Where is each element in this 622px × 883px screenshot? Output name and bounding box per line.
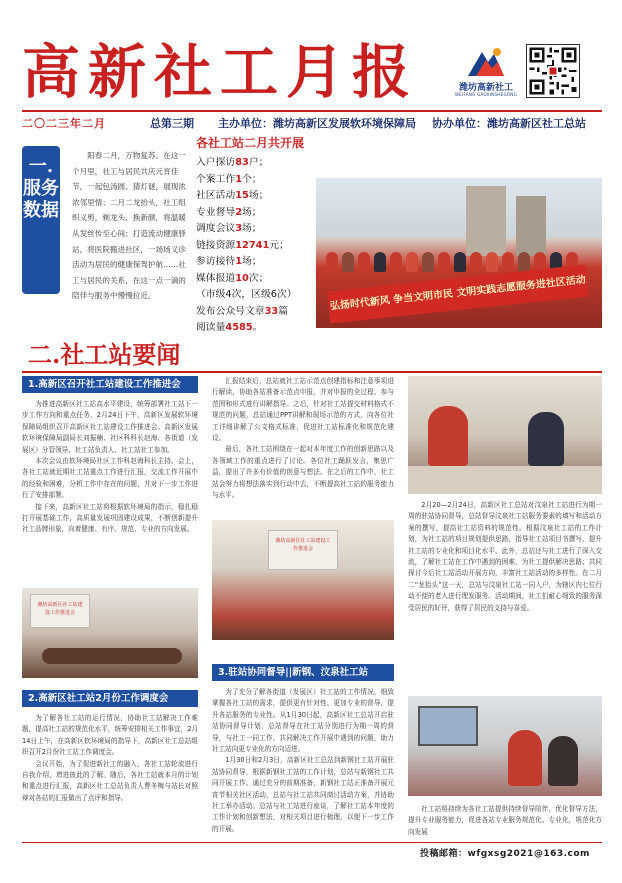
stat-label: 调度会议 <box>196 223 236 234</box>
article-1-heading: 1.高新区召开社工站建设工作推进会 <box>22 376 198 393</box>
article-4-para-1: 2月20—2月24日，高新区社工总站对汶泉社工站进行为期一周的驻站协同督导，总站督导汶泉社工站服务要素的填写和活动方案的撰写，提高社工站资料的规范性。根据汶泉社工站的工作计划，为社工站的项目规划提供思路，指导社工站项目书撰写，提升社工站的专业化和项目化水平。此外，总站还与社工进行了深入交流，了解社工站在工作中遇到的困难，为社工提供解决思路；共同探讨今后社工站活动开展方向，丰富社工站活动的多样性。在二月二“龙抬头”这一天，总站与汶泉社工站一同入户，为辖区内七位行动不便的老人进行理发服务。活动期间，社工们耐心细致的服务深受居民的好评，获得了居民的支持与喜爱。 <box>408 501 602 612</box>
stat-unit: 场； <box>242 256 262 267</box>
stat-unit: 场； <box>242 223 262 234</box>
meeting-slide-text-2: 潍坊高新区社工站建设工作推进会 <box>275 538 331 552</box>
stat-unit: 场； <box>242 206 262 218</box>
logo-text-en: WEIFANG GAOXINSHEGONG <box>455 92 517 97</box>
stat-value: 3 <box>235 223 243 234</box>
stat-value: 15 <box>235 190 249 201</box>
issue-date: 二〇二三年二月 <box>22 117 106 130</box>
stat-value: 2 <box>235 206 243 218</box>
article-2-para-2: 会议开始，为了促进新社工的融入，各社工站轮流进行自我介绍，增进彼此的了解。随后，各社工站就本月的计划和重点进行汇报，高新区社工总站负责人曹冬梅与站长对照辩对各站的汇报做出了点评和指导。 <box>22 759 198 802</box>
stat-value: 33 <box>264 305 279 317</box>
stat-label: 链接资源 <box>196 239 236 251</box>
volunteer-group-photo <box>316 178 602 328</box>
section-two-title: 二.社工站要闻 <box>28 340 181 369</box>
stat-item <box>196 221 314 238</box>
logo-text-cn: 潍坊高新社工 <box>458 83 513 93</box>
activity-banner: 弘扬时代新风 争当文明市民 文明实践志愿服务进社区活动 <box>327 264 589 323</box>
stat-unit: 。 <box>252 322 263 333</box>
stat-unit: 个； <box>242 173 262 185</box>
stat-item <box>196 172 314 189</box>
stat-unit: 篇 <box>278 305 289 317</box>
supervision-photo-1 <box>408 376 602 494</box>
issue-number: 总第三期 <box>150 117 194 130</box>
org-logo <box>450 46 522 102</box>
stats-list <box>196 155 314 337</box>
stat-item <box>196 320 314 337</box>
section-two-header <box>22 340 602 372</box>
meeting-photo-2 <box>212 520 394 640</box>
column-middle-lower <box>212 664 394 835</box>
stat-label: 媒体报道 <box>196 272 236 284</box>
stat-value: 1 <box>235 173 243 185</box>
stat-label: （市级4次，区级6次） <box>196 289 297 300</box>
article-3-heading: 3.驻站协同督导||新钢、汶泉社工站 <box>212 664 394 681</box>
meeting-slide-text: 潍坊高新区社工站建设工作推进会 <box>37 602 83 616</box>
column-right <box>408 500 602 614</box>
stat-item <box>196 155 314 172</box>
stat-item <box>196 238 314 255</box>
stat-value: 4585 <box>225 322 253 333</box>
service-stats <box>196 134 314 337</box>
article-1-para-3: 接下来，高新区社工站将根据软环境局的指示，稳扎稳打开展基础工作，高质量发展巩固建设成果，不断创新提升社工品牌形象，向着健康、有序、规范、专业的方向发展。 <box>22 502 198 534</box>
newspaper-title: 高新社工月报 <box>22 38 419 106</box>
column-left <box>22 376 198 536</box>
stat-label: 参访接待 <box>196 256 236 267</box>
stat-label: 入户探访 <box>196 157 236 168</box>
stat-label: 社区活动 <box>196 190 236 201</box>
article-1-para-1: 为推进高新区社工站高水平建设，统筹部署社工站下一步工作方向和重点任务，2月24日下午，高新区发展软环境保障局组织召开高新区社工站建设工作推进会。高新区发展软环境保障局副局长刘振楠、社区科科长赵海、各街道（发展区）分管领导、社工站负责人、社工站社工参加。 <box>22 400 198 454</box>
stat-unit: 次； <box>248 272 269 284</box>
article-4-caption: 社工站将持续为各社工站提供持续督导陪伴，优化督导方法，提升专业服务能力，促进各站专业服务规范化、专业化，规范化方向发展 <box>408 805 602 836</box>
footer-divider <box>22 842 602 843</box>
submission-email[interactable]: 投稿邮箱：wfgxsg2021@163.com <box>420 849 590 859</box>
stat-value: 1 <box>235 256 243 267</box>
stat-item <box>196 271 314 288</box>
issue-info-bar <box>22 110 602 132</box>
column-middle <box>212 376 394 501</box>
stat-unit: 户； <box>248 157 269 168</box>
stat-item <box>196 287 314 304</box>
stats-title: 各社工站二月共开展 <box>196 136 305 150</box>
section-two-divider <box>22 371 602 373</box>
stat-item <box>196 205 314 222</box>
logo-emblem-icon <box>464 46 508 80</box>
stat-value: 12741 <box>235 239 270 251</box>
section-one-heading: 一.服务数据 <box>22 146 60 294</box>
supervision-photo-2 <box>408 696 602 796</box>
stat-unit: 元； <box>269 239 289 251</box>
stat-label: 专业督导 <box>196 206 236 218</box>
stat-item <box>196 188 314 205</box>
stat-item <box>196 254 314 271</box>
meeting-photo-1 <box>22 588 198 678</box>
column-left-lower <box>22 690 198 804</box>
article-2-para-1: 为了解各社工站的运行情况，协助社工站解决工作难题，提高社工站的规范化水平，统筹安排相关工作事宜，2月14日上午，在高新区软环境局的指导下，高新区社工总站组织召开2月份社工站工作调度会。 <box>22 714 198 757</box>
article-1-cont-para-1: 汇报结束后，总站就社工站示范点创建指标和注意事项进行解读，协助各站准备示范点申报，并对申报的全过程、参与范围和形式进行讲解指导。之后，针对社工站提交材料格式不规范的问题，总站通过PPT讲解和现场示范的方式，向各位社工详细讲解了公文格式标准，促进社工站标准化和规范化建设。 <box>212 377 394 443</box>
article-3-para-2: 1月30日和2月3日，高新区社工总站到新钢社工站开展驻站协同督导，根据新钢社工站的工作计划，总站与新钢社工共同开展工作。通过充分的前期准备，新钢社工站正准备开展元宵节相关社区活动，总站与社工站共同商讨活动方案，并协助社工举办活动。总站与社工站进行座谈，了解社工站本年度的工作计划和创新想法，对相关项目进行梳理，以便下一步工作的开展。 <box>212 756 394 833</box>
sponsor-org: 主办单位：潍坊高新区发展软环境保障局 <box>218 117 416 130</box>
article-1-para-2: 本次会议由软环境局社区工作科赵海科长主持。会上，各社工站就近期社工站重点工作进行汇报，交流工作开展中的经验和困难，分析工作中存在的问题，并对下一步工作进行了安排部署。 <box>22 457 198 500</box>
section-one-intro: 阳春二月，万物复苏。在这一个月里，社工与居民共庆元宵佳节，一起包汤圆、猜灯谜，展现浓浓邻里情；二月二龙抬头，社工组织义剪，剃龙头、换新颜，将温暖从发丝传至心间；打造流动健康驿站，将医院搬进社区，一场场义诊活动为居民的健康保驾护航……社工与居民的关系，在这一点一滴的陪伴与服务中慢慢拉近。 <box>72 151 186 301</box>
stat-value: 10 <box>235 272 249 284</box>
stat-label: 阅读量 <box>196 322 226 333</box>
cosponsor-org: 协办单位：潍坊高新区社工总站 <box>432 117 586 130</box>
qr-code-icon <box>526 44 580 98</box>
article-2-heading: 2.高新区社工站2月份工作调度会 <box>22 690 198 707</box>
article-3-para-1: 为了充分了解各街道（发展区）社工站的工作情况，细致掌握各社工站的需求，提供更有针对性、更加专业的督导，提升各站服务的专业性。从1月30日起，高新区社工总站开启驻站协同督导计划，总站督导在社工站分别进行为期一周的督导，与社工一同工作，共同解决工作开展中遇到的问题，助力社工站向更专业化的方向迈进。 <box>212 688 394 754</box>
article-1-cont-para-2: 最后，各社工站围绕在一起对本年度工作的创新思路以及各领域工作的重点进行了讨论。各位社工踊跃发言，集思广益，提出了许多有价值的创意与想法。在之后的工作中，社工站会努力将想法落实到行动中去，不断提高社工站的服务能力与水平。 <box>212 445 394 500</box>
stat-label: 个案工作 <box>196 173 236 185</box>
stat-item <box>196 304 314 321</box>
stat-value: 83 <box>235 157 249 168</box>
stat-label: 发布公众号文章 <box>196 305 265 317</box>
stat-unit: 场； <box>248 190 269 201</box>
masthead <box>0 0 622 110</box>
